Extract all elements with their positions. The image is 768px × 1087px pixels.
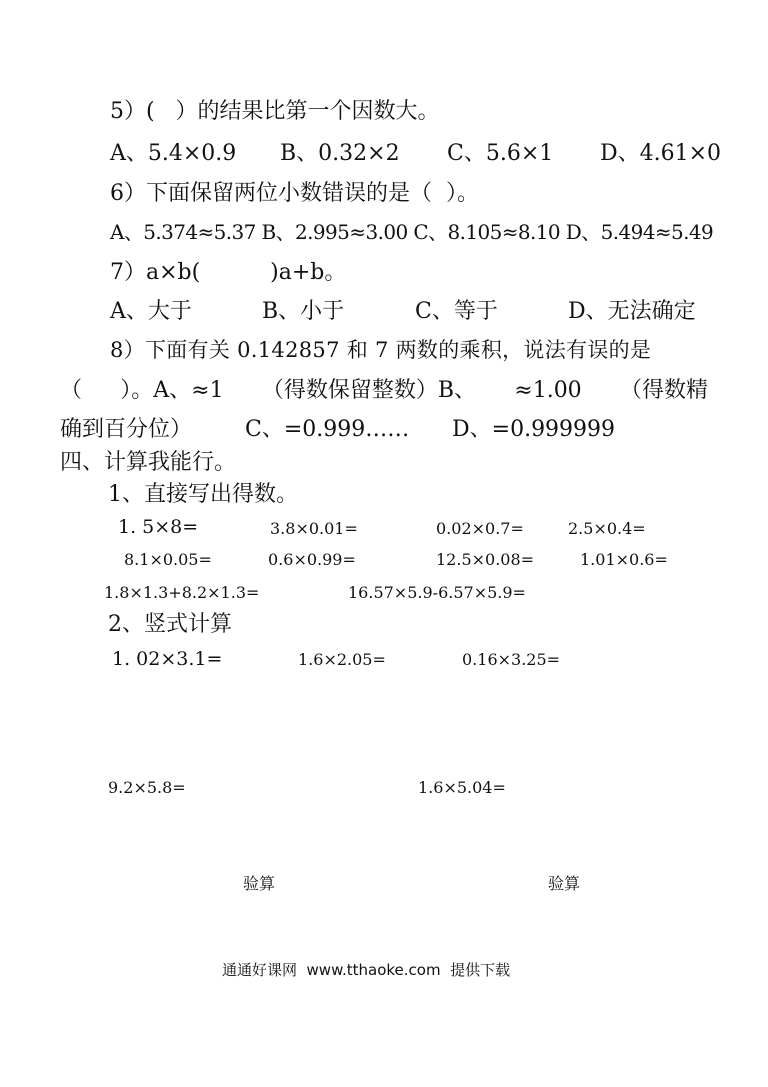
q8-option-c: C、=0.999…… (245, 417, 410, 442)
sub1-r2-c1: 8.1×0.05= (124, 550, 212, 569)
check-label-right: 验算 (548, 874, 581, 893)
q7-option-d: D、无法确定 (568, 299, 696, 324)
sub2-r2-c1: 9.2×5.8= (108, 778, 186, 797)
footer-text: 通通好课网 www.tthaoke.com 提供下载 (222, 961, 511, 979)
sub2-r1-c1: 1. 02×3.1= (112, 648, 223, 670)
sub2-r1-c2: 1.6×2.05= (298, 650, 386, 669)
q7-stem: 7）a×b( )a+b。 (110, 260, 347, 285)
sub2-title: 2、竖式计算 (108, 612, 232, 637)
sub1-r1-c1: 1. 5×8= (118, 516, 199, 538)
q8-option-b: ≈1.00 (514, 378, 582, 403)
sub1-r2-c2: 0.6×0.99= (268, 550, 356, 569)
q8-line2 (60, 380, 708, 402)
sub1-r1-c4: 2.5×0.4= (568, 519, 646, 538)
q8-option-a-note: （得数保留整数）B、 (261, 378, 477, 403)
q8-option-a: ）。A、≈1 (120, 378, 224, 403)
sub1-title: 1、直接写出得数。 (108, 482, 298, 507)
sub2-r1-c3: 0.16×3.25= (462, 650, 561, 669)
q8-option-d: D、=0.999999 (452, 417, 616, 442)
q7-option-c: C、等于 (415, 299, 498, 324)
q7-option-b: B、小于 (262, 299, 345, 324)
q5-stem: 5）( ）的结果比第一个因数大。 (110, 99, 440, 124)
sub1-r1-c3: 0.02×0.7= (436, 519, 524, 538)
q5-option-a: A、5.4×0.9 (110, 141, 237, 166)
q6-options: A、5.374≈5.37 B、2.995≈3.00 C、8.105≈8.10 D、5.494≈5.49 (110, 220, 714, 244)
sub2-r2-c2: 1.6×5.04= (418, 778, 506, 797)
sub1-r3-c1: 1.8×1.3+8.2×1.3= (104, 583, 260, 602)
sub1-r1-c2: 3.8×0.01= (270, 519, 358, 538)
sub1-r2-c3: 12.5×0.08= (436, 550, 535, 569)
section-title: 四、计算我能行。 (60, 450, 237, 475)
q8-line1: 8）下面有关 0.142857 和 7 两数的乘积，说法有误的是 (110, 338, 652, 362)
q5-option-b: B、0.32×2 (280, 141, 400, 166)
q7-option-a: A、大于 (110, 299, 192, 324)
q8-option-b-note: （得数精 (619, 378, 708, 403)
q5-option-c: C、5.6×1 (447, 141, 554, 166)
sub1-r3-c2: 16.57×5.9-6.57×5.9= (348, 583, 526, 602)
q6-stem: 6）下面保留两位小数错误的是（ ）。 (110, 181, 479, 206)
sub1-r2-c4: 1.01×0.6= (580, 550, 668, 569)
check-label-left: 验算 (243, 874, 276, 893)
q8-paren-open: （ (60, 378, 83, 403)
q5-option-d: D、4.61×0 (600, 141, 722, 166)
q8-line3-note: 确到百分位） (60, 417, 193, 442)
